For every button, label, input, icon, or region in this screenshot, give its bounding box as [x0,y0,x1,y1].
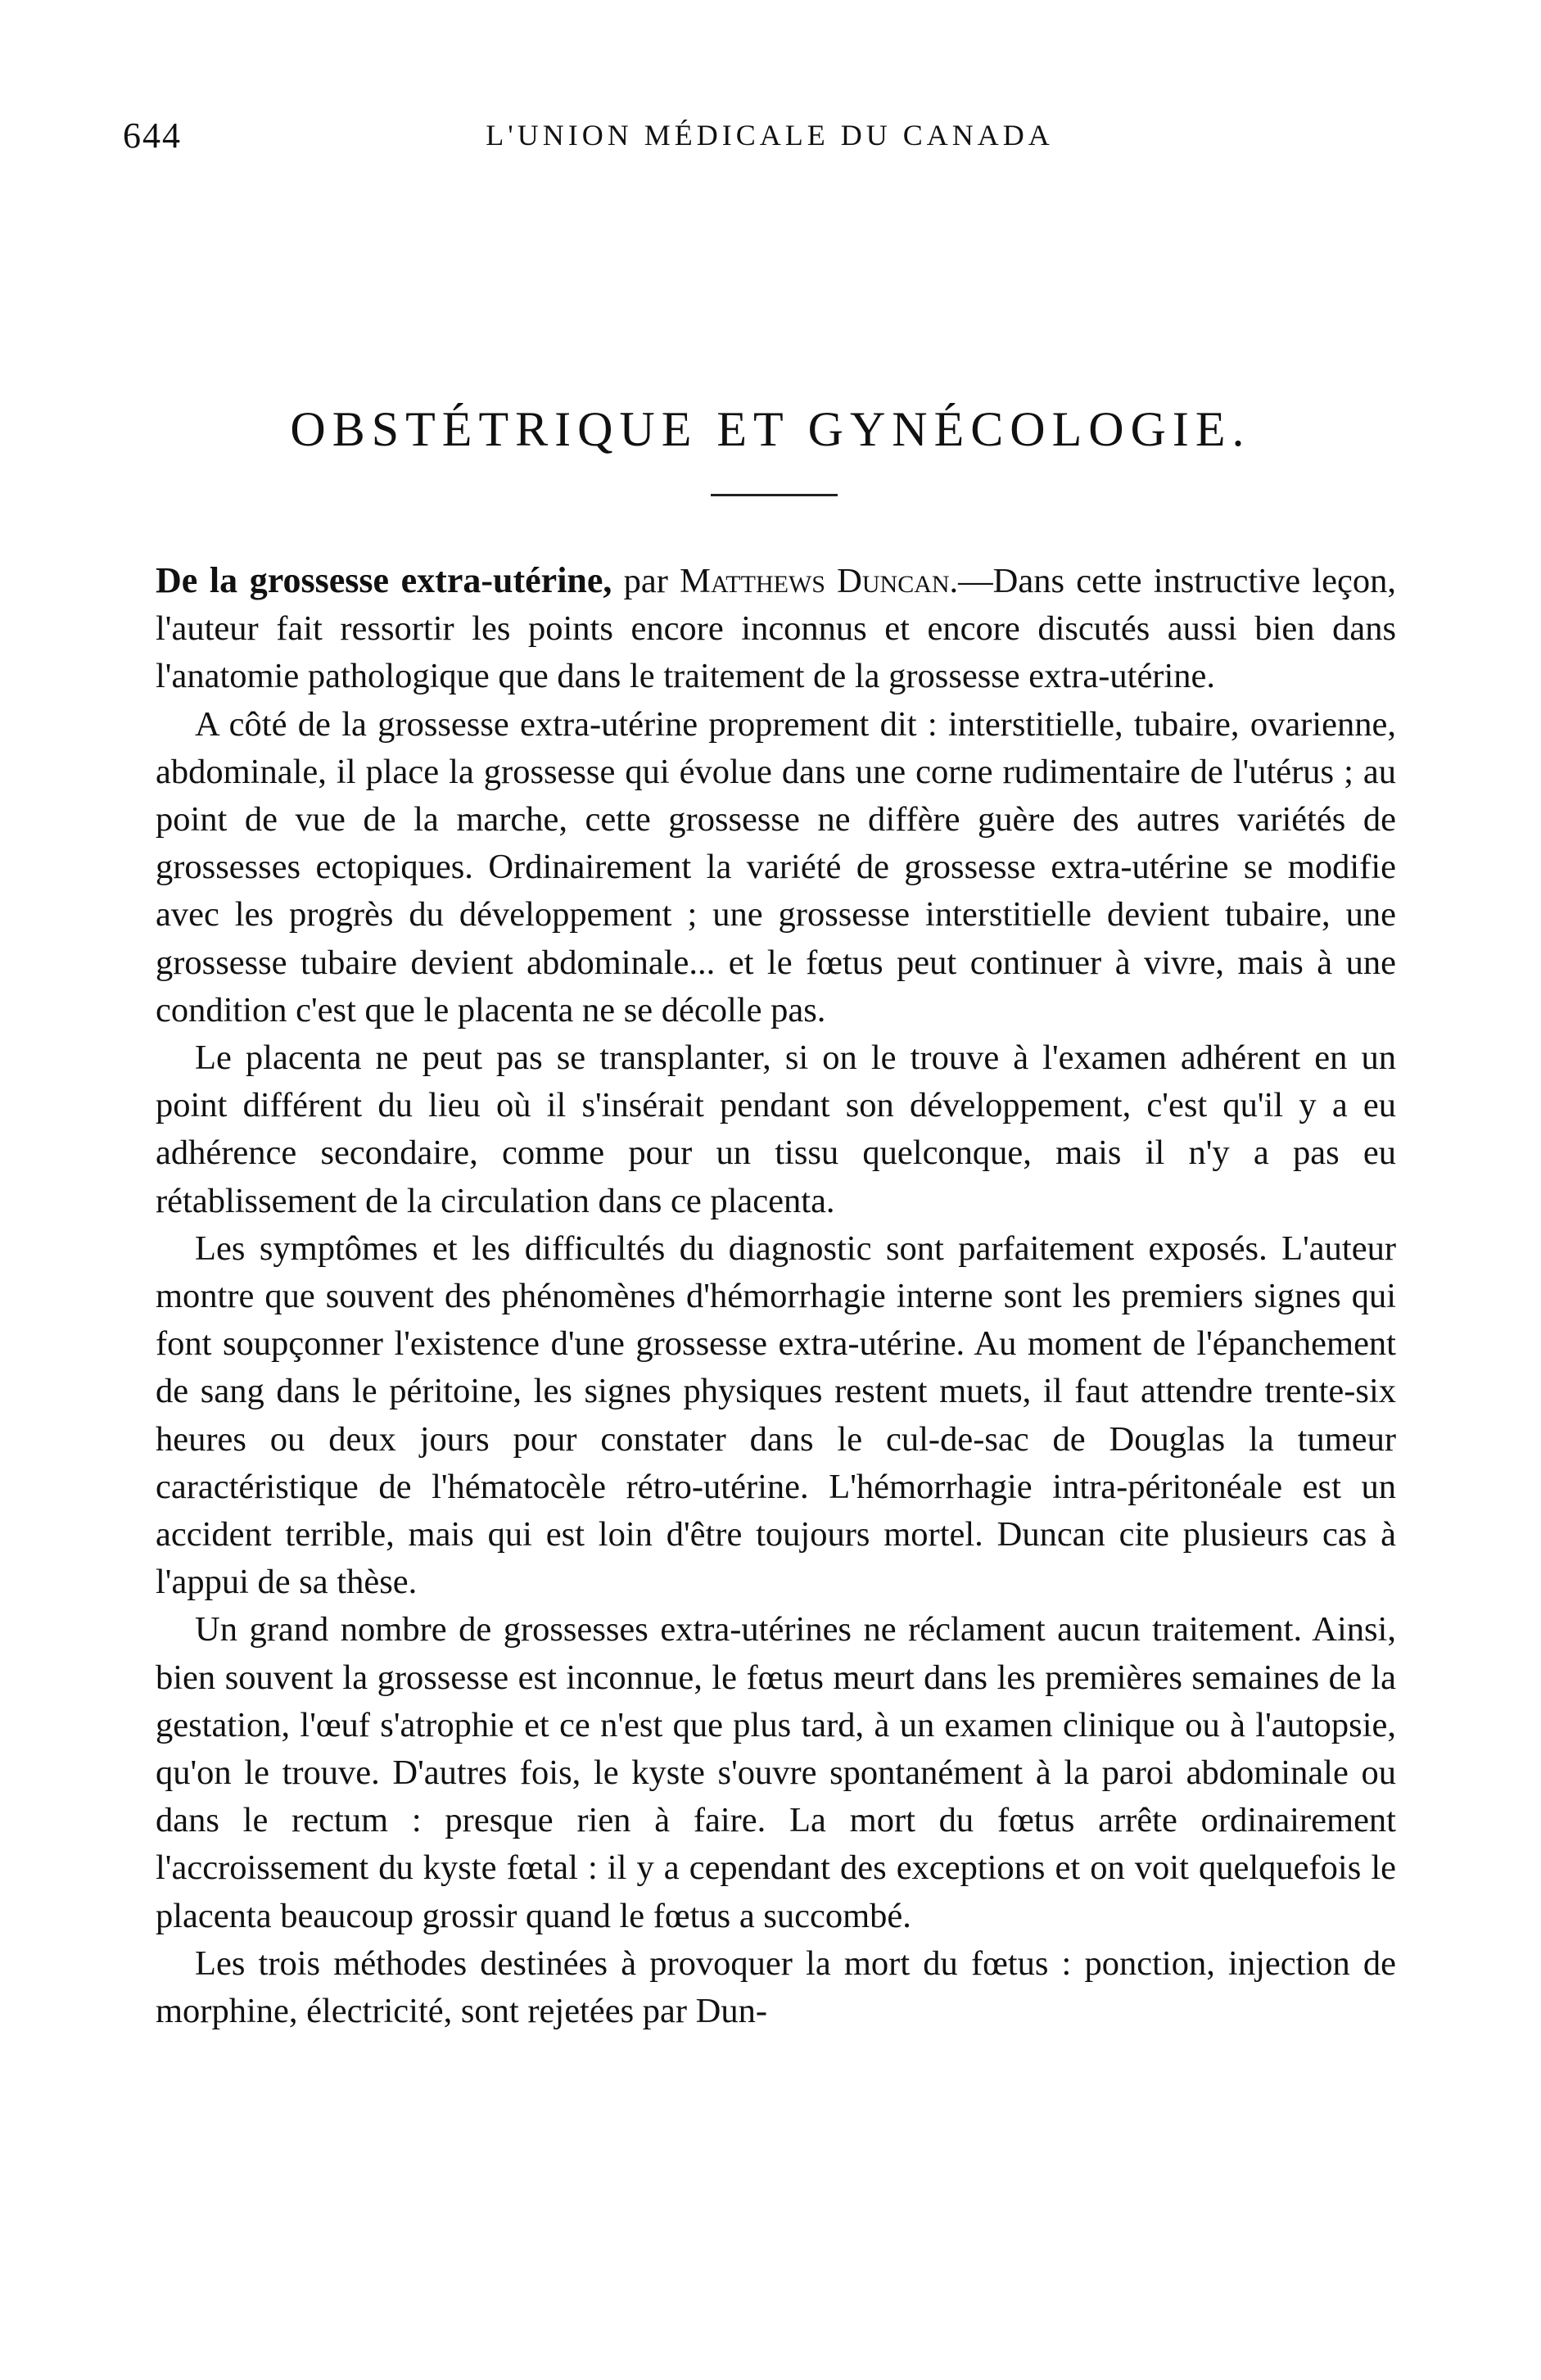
journal-title: L'UNION MÉDICALE DU CANADA [486,119,1054,152]
article-intro: .—Dans cette instructive leçon, l'auteur fait ressortir les points encore inconnus et encore discutés aussi bien dans l'anatomie pathologique que dans le traitement de la grossesse extra-utérine. [156,562,1396,696]
section-title: OBSTÉTRIQUE ET GYNÉCOLOGIE. [290,402,1251,457]
byline-par: par [612,562,680,600]
paragraph-3: Le placenta ne peut pas se transplanter, si on le trouve à l'examen adhérent en un point différent du lieu où il s'insérait pendant son développement, c'est qu'il y a eu adhérence secondaire, comme pour un tissu quelconque, mais il n'y a pas eu rétablissement de la circulation dans ce placenta. [156,1038,1396,1220]
article-title: De la grossesse extra-utérine, [156,560,612,600]
section-divider [711,494,838,496]
running-header [123,115,1417,164]
paragraph-6: Les trois méthodes destinées à provoquer la mort du fœtus : ponction, injection de morphine, électricité, sont rejetées par Dun- [156,1943,1396,2031]
article-author: Matthews Duncan [680,562,950,600]
paragraph-5: Un grand nombre de grossesses extra-utérines ne réclament aucun traitement. Ainsi, bien souvent la grossesse est inconnue, le fœtus meurt dans les premières semaines de la gestation, l'œuf s'atrophie et ce n'est que plus tard, à un examen clinique ou à l'autopsie, qu'on le trouve. D'autres fois, le kyste s'ouvre spontanément à la paroi abdominale ou dans le rectum : presque rien à faire. La mort du fœtus arrête ordinairement l'accroissement du kyste fœtal : il y a cependant des exceptions et on voit quelquefois le placenta beaucoup grossir quand le fœtus a succombé. [156,1610,1396,1935]
article-body [156,557,1396,2035]
paragraph-4: Les symptômes et les difficultés du diagnostic sont parfaitement exposés. L'auteur montre que souvent des phénomènes d'hémorrhagie interne sont les premiers signes qui font soupçonner l'existence d'une grossesse extra-utérine. Au moment de l'épanchement de sang dans le péritoine, les signes physiques restent muets, il faut attendre trente-six heures ou deux jours pour constater dans le cul-de-sac de Douglas la tumeur caractéristique de l'hématocèle rétro-utérine. L'hémorrhagie intra-péritonéale est un accident terrible, mais qui est loin d'être toujours mortel. Duncan cite plusieurs cas à l'appui de sa thèse. [156,1228,1396,1602]
paragraph-2: A côté de la grossesse extra-utérine proprement dit : interstitielle, tubaire, ovarienne, abdominale, il place la grossesse qui évolue dans une corne rudimentaire de l'utérus ; au point de vue de la marche, cette grossesse ne diffère guère des autres variétés de grossesses ectopiques. Ordinairement la variété de grossesse extra-utérine se modifie avec les progrès du développement ; une grossesse interstitielle devient tubaire, une grossesse tubaire devient abdominale... et le fœtus peut continuer à vivre, mais à une condition c'est que le placenta ne se décolle pas. [156,704,1396,1029]
article-intro-paragraph [156,557,1396,701]
page-number: 644 [123,115,182,156]
